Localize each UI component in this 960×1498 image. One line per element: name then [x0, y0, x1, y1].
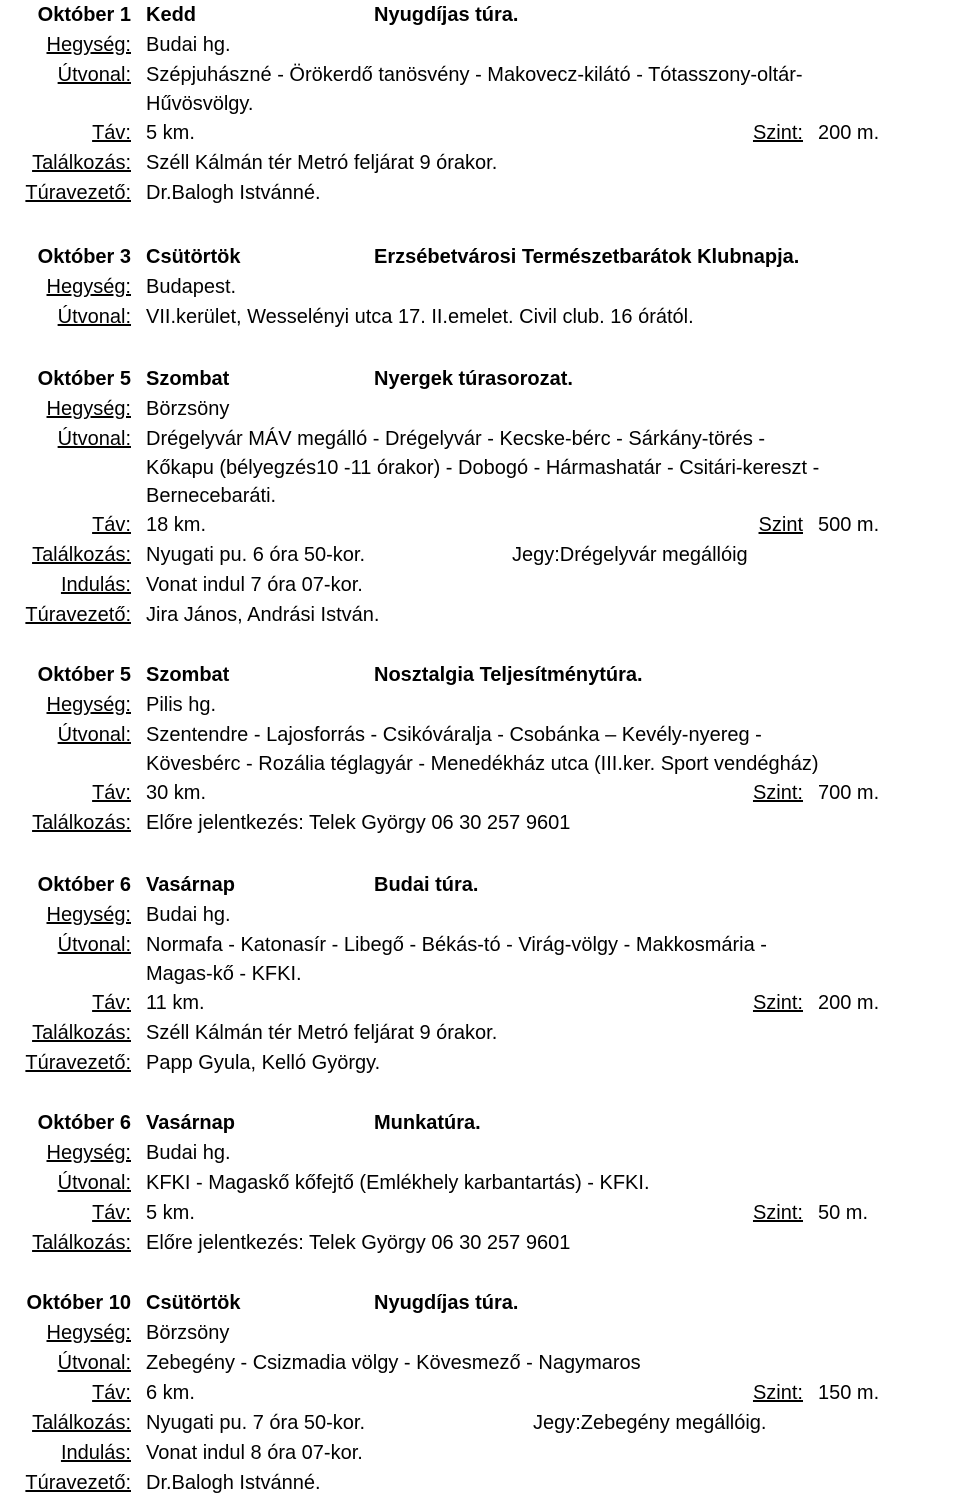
detail-row	[0, 1378, 960, 1408]
detail-row	[0, 148, 960, 178]
detail-row	[0, 118, 960, 148]
detail-row	[0, 1048, 960, 1078]
event-title: Nyugdíjas túra.	[374, 4, 519, 26]
detail-row	[0, 394, 960, 424]
event-header	[0, 1108, 960, 1138]
continuation-row	[0, 750, 960, 778]
detail-row	[0, 1018, 960, 1048]
event-date: Október 5	[37, 368, 131, 390]
tour-event	[0, 242, 960, 332]
level-value: 200 m.	[818, 992, 880, 1014]
field-value: Szentendre - Lajosforrás - Csikóváralja - Csobánka – Kevély-nyereg -	[146, 724, 762, 746]
field-label: Táv:	[92, 514, 131, 536]
field-label: Útvonal:	[57, 64, 131, 86]
detail-row	[0, 988, 960, 1018]
field-label: Táv:	[92, 782, 131, 804]
continuation-row	[0, 960, 960, 988]
field-label: Túravezető:	[25, 1052, 131, 1074]
field-label: Találkozás:	[32, 1232, 131, 1254]
field-value: Előre jelentkezés: Telek György 06 30 257 9601	[146, 1232, 571, 1254]
detail-row	[0, 570, 960, 600]
detail-row	[0, 778, 960, 808]
continuation-row	[0, 90, 960, 118]
event-day: Csütörtök	[146, 246, 241, 268]
detail-row	[0, 540, 960, 570]
field-value: Magas-kő - KFKI.	[146, 963, 302, 985]
field-value: 6 km.	[146, 1382, 195, 1404]
field-value: Bernecebaráti.	[146, 485, 277, 507]
field-label: Útvonal:	[57, 428, 131, 450]
field-value: Hűvösvölgy.	[146, 93, 254, 115]
field-label: Útvonal:	[57, 724, 131, 746]
field-label: Táv:	[92, 1202, 131, 1224]
detail-row	[0, 600, 960, 630]
field-value: Széll Kálmán tér Metró feljárat 9 órakor.	[146, 152, 498, 174]
level-value: 50 m.	[818, 1202, 869, 1224]
field-value: VII.kerület, Wesselényi utca 17. II.emelet. Civil club. 16 órától.	[146, 306, 694, 328]
field-label: Találkozás:	[32, 1022, 131, 1044]
detail-row	[0, 1138, 960, 1168]
event-date: Október 1	[37, 4, 131, 26]
field-value: 5 km.	[146, 122, 195, 144]
field-label: Útvonal:	[57, 306, 131, 328]
field-value: Nyugati pu. 7 óra 50-kor.	[146, 1412, 366, 1434]
event-day: Vasárnap	[146, 1112, 235, 1134]
level-label: Szint	[758, 514, 803, 536]
detail-row	[0, 1348, 960, 1378]
field-value: Dr.Balogh Istvánné.	[146, 1472, 321, 1494]
field-label: Táv:	[92, 992, 131, 1014]
detail-row	[0, 720, 960, 750]
level-label: Szint:	[752, 122, 803, 144]
field-value: Börzsöny	[146, 1322, 230, 1344]
event-date: Október 3	[37, 246, 131, 268]
field-label: Találkozás:	[32, 152, 131, 174]
event-date: Október 6	[37, 1112, 131, 1134]
field-value: 18 km.	[146, 514, 207, 536]
event-header	[0, 364, 960, 394]
field-label: Hegység:	[46, 904, 131, 926]
tour-event	[0, 1288, 960, 1498]
field-label: Táv:	[92, 122, 131, 144]
event-header	[0, 870, 960, 900]
level-label: Szint:	[752, 992, 803, 1014]
field-value: Papp Gyula, Kelló György.	[146, 1052, 381, 1074]
level-value: 200 m.	[818, 122, 880, 144]
tour-event	[0, 364, 960, 630]
level-value: 700 m.	[818, 782, 880, 804]
detail-row	[0, 1318, 960, 1348]
detail-row	[0, 302, 960, 332]
event-header	[0, 1288, 960, 1318]
detail-row	[0, 690, 960, 720]
event-date: Október 10	[26, 1292, 131, 1314]
tour-event	[0, 1108, 960, 1258]
level-value: 500 m.	[818, 514, 880, 536]
ticket-note: Jegy:Zebegény megállóig.	[533, 1412, 767, 1434]
event-date: Október 5	[37, 664, 131, 686]
tour-event	[0, 660, 960, 838]
detail-row	[0, 178, 960, 208]
field-value: Drégelyvár MÁV megálló - Drégelyvár - Kecske-bérc - Sárkány-törés -	[146, 428, 766, 450]
field-label: Hegység:	[46, 276, 131, 298]
field-label: Indulás:	[60, 1442, 131, 1464]
field-value: Széll Kálmán tér Metró feljárat 9 órakor.	[146, 1022, 498, 1044]
field-value: Kövesbérc - Rozália téglagyár - Menedékház utca (III.ker. Sport vendégház)	[146, 753, 819, 775]
ticket-note: Jegy:Drégelyvár megállóig	[512, 544, 748, 566]
field-value: Zebegény - Csizmadia völgy - Kövesmező - Nagymaros	[146, 1352, 641, 1374]
detail-row	[0, 1468, 960, 1498]
field-label: Hegység:	[46, 1142, 131, 1164]
event-day: Vasárnap	[146, 874, 235, 896]
event-day: Szombat	[146, 368, 230, 390]
detail-row	[0, 1198, 960, 1228]
field-label: Hegység:	[46, 398, 131, 420]
event-header	[0, 242, 960, 272]
field-label: Hegység:	[46, 1322, 131, 1344]
field-value: 5 km.	[146, 1202, 195, 1224]
detail-row	[0, 808, 960, 838]
level-label: Szint:	[752, 1382, 803, 1404]
event-header	[0, 660, 960, 690]
event-title: Nyugdíjas túra.	[374, 1292, 519, 1314]
event-day: Szombat	[146, 664, 230, 686]
field-value: 30 km.	[146, 782, 207, 804]
event-title: Nosztalgia Teljesítménytúra.	[374, 664, 643, 686]
event-date: Október 6	[37, 874, 131, 896]
event-header	[0, 0, 960, 30]
event-day: Kedd	[146, 4, 196, 26]
field-value: Budai hg.	[146, 1142, 231, 1164]
level-label: Szint:	[752, 1202, 803, 1224]
field-label: Útvonal:	[57, 934, 131, 956]
level-value: 150 m.	[818, 1382, 880, 1404]
detail-row	[0, 60, 960, 90]
field-label: Útvonal:	[57, 1352, 131, 1374]
field-label: Indulás:	[60, 574, 131, 596]
event-title: Budai túra.	[374, 874, 479, 896]
field-value: Normafa - Katonasír - Libegő - Békás-tó - Virág-völgy - Makkosmária -	[146, 934, 767, 956]
detail-row	[0, 1228, 960, 1258]
field-value: Szépjuhászné - Örökerdő tanösvény - Makovecz-kilátó - Tótasszony-oltár-	[146, 64, 803, 86]
field-value: KFKI - Magaskő kőfejtő (Emlékhely karbantartás) - KFKI.	[146, 1172, 650, 1194]
field-value: Jira János, Andrási István.	[146, 604, 380, 626]
field-value: Vonat indul 8 óra 07-kor.	[146, 1442, 363, 1464]
field-label: Útvonal:	[57, 1172, 131, 1194]
detail-row	[0, 1168, 960, 1198]
field-value: Budai hg.	[146, 904, 231, 926]
detail-row	[0, 900, 960, 930]
detail-row	[0, 30, 960, 60]
field-label: Hegység:	[46, 34, 131, 56]
field-label: Találkozás:	[32, 544, 131, 566]
event-day: Csütörtök	[146, 1292, 241, 1314]
event-title: Erzsébetvárosi Természetbarátok Klubnapja.	[374, 246, 800, 268]
field-label: Túravezető:	[25, 182, 131, 204]
field-label: Találkozás:	[32, 1412, 131, 1434]
event-title: Munkatúra.	[374, 1112, 481, 1134]
detail-row	[0, 1408, 960, 1438]
field-label: Táv:	[92, 1382, 131, 1404]
field-value: Budapest.	[146, 276, 237, 298]
detail-row	[0, 424, 960, 454]
level-label: Szint:	[752, 782, 803, 804]
field-value: Kőkapu (bélyegzés10 -11 órakor) - Dobogó - Hármashatár - Csitári-kereszt -	[146, 457, 820, 479]
detail-row	[0, 1438, 960, 1468]
field-value: 11 km.	[146, 992, 205, 1014]
detail-row	[0, 272, 960, 302]
field-label: Hegység:	[46, 694, 131, 716]
field-value: Előre jelentkezés: Telek György 06 30 257 9601	[146, 812, 571, 834]
field-label: Találkozás:	[32, 812, 131, 834]
field-label: Túravezető:	[25, 604, 131, 626]
field-value: Nyugati pu. 6 óra 50-kor.	[146, 544, 366, 566]
detail-row	[0, 930, 960, 960]
field-value: Vonat indul 7 óra 07-kor.	[146, 574, 363, 596]
continuation-row	[0, 482, 960, 510]
event-title: Nyergek túrasorozat.	[374, 368, 573, 390]
continuation-row	[0, 454, 960, 482]
field-label: Túravezető:	[25, 1472, 131, 1494]
field-value: Pilis hg.	[146, 694, 217, 716]
field-value: Börzsöny	[146, 398, 230, 420]
tour-event	[0, 0, 960, 208]
tour-event	[0, 870, 960, 1078]
field-value: Budai hg.	[146, 34, 231, 56]
detail-row	[0, 510, 960, 540]
field-value: Dr.Balogh Istvánné.	[146, 182, 321, 204]
